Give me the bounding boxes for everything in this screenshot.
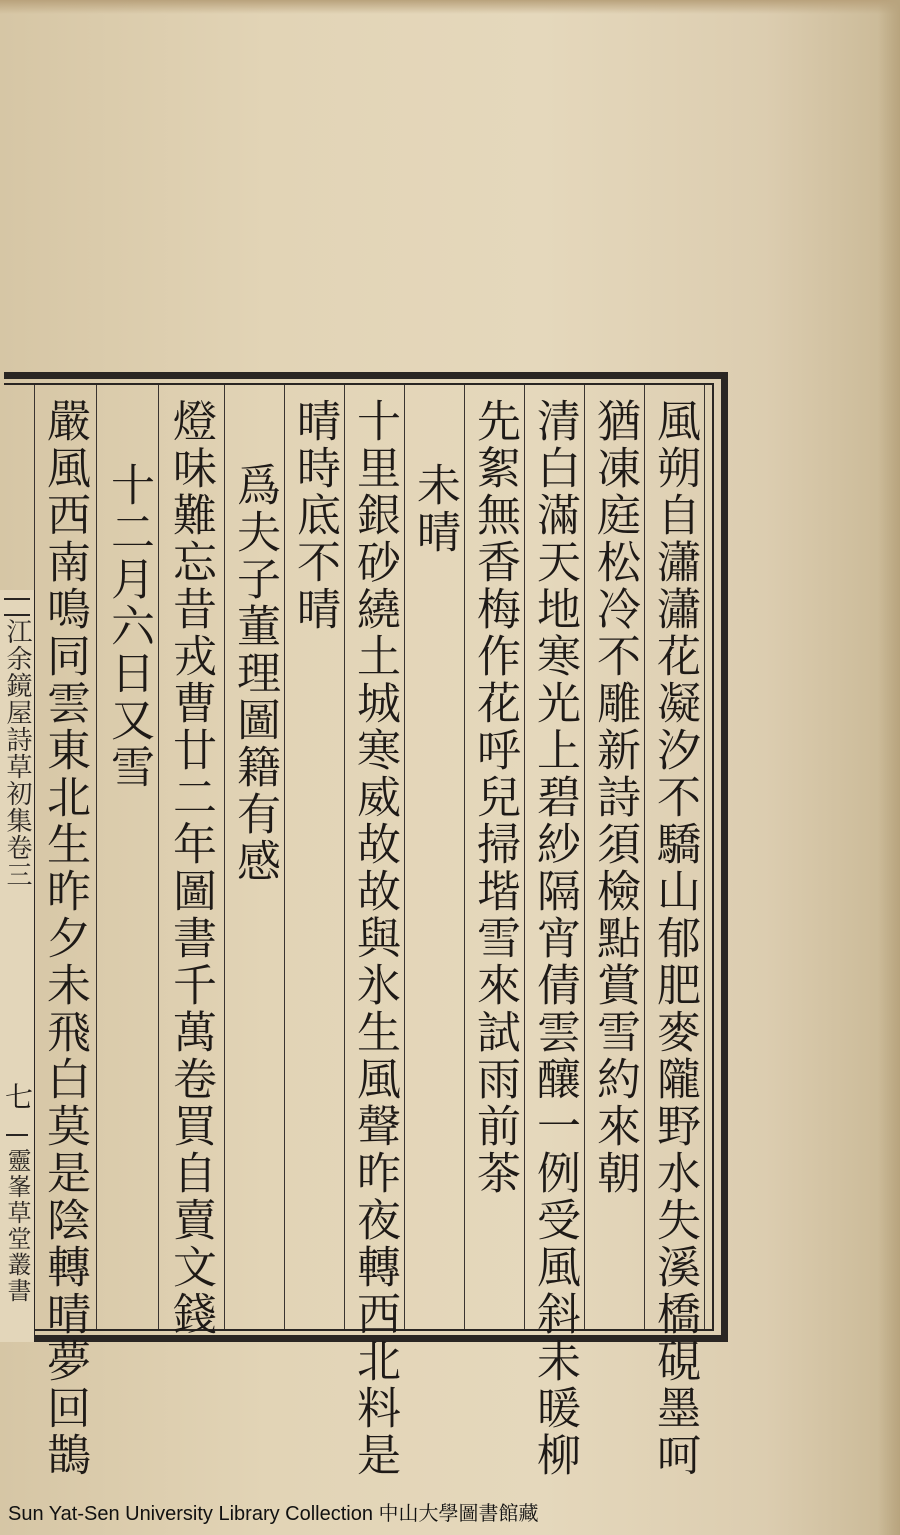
fold-divider xyxy=(6,1134,28,1136)
fold-book-title: 江余鏡屋詩草初集卷三 xyxy=(2,618,32,888)
fish-tail-mark xyxy=(4,598,30,616)
column-rule xyxy=(96,385,97,1329)
text-column-11: 嚴風西南鳴同雲東北生昨夕未飛白莫是陰轉晴夢回鵲 xyxy=(39,398,90,1479)
text-column-2: 猶凍庭松冷不雕新詩須檢點賞雪約來朝 xyxy=(589,398,640,1197)
library-credit: Sun Yat-Sen University Library Collection 中山大學圖書館藏 xyxy=(8,1503,539,1525)
text-column-6: 十里銀砂繞土城寒威故故與氷生風聲昨夜轉西北料是 xyxy=(349,398,400,1479)
text-column-7: 晴時底不晴 xyxy=(289,398,340,633)
column-rule xyxy=(704,385,705,1329)
poem-title-tuji: 爲夫子董理圖籍有感 xyxy=(229,462,280,885)
text-column-4: 先絮無香梅作花呼兒掃堦雪來試雨前茶 xyxy=(469,398,520,1197)
text-column-9: 燈味難忘昔戎曹廿二年圖書千萬卷買自賣文錢 xyxy=(165,398,216,1338)
page-top-edge xyxy=(0,0,900,14)
fold-page-number: 七 xyxy=(1,1082,34,1110)
text-column-3: 清白滿天地寒光上碧紗隔宵倩雲釀一例受風斜未暖柳 xyxy=(529,398,580,1479)
fold-publisher: 靈峯草堂叢書 xyxy=(3,1148,31,1304)
poem-title-weiqing: 未晴 xyxy=(409,462,460,556)
page-right-fold xyxy=(878,0,900,1535)
poem-title-xue: 十二月六日又雪 xyxy=(103,462,154,791)
text-column-1: 風朔自瀟瀟花凝汐不驕山郁肥麥隴野水失溪橋硯墨呵 xyxy=(649,398,700,1479)
column-rule xyxy=(158,385,159,1329)
